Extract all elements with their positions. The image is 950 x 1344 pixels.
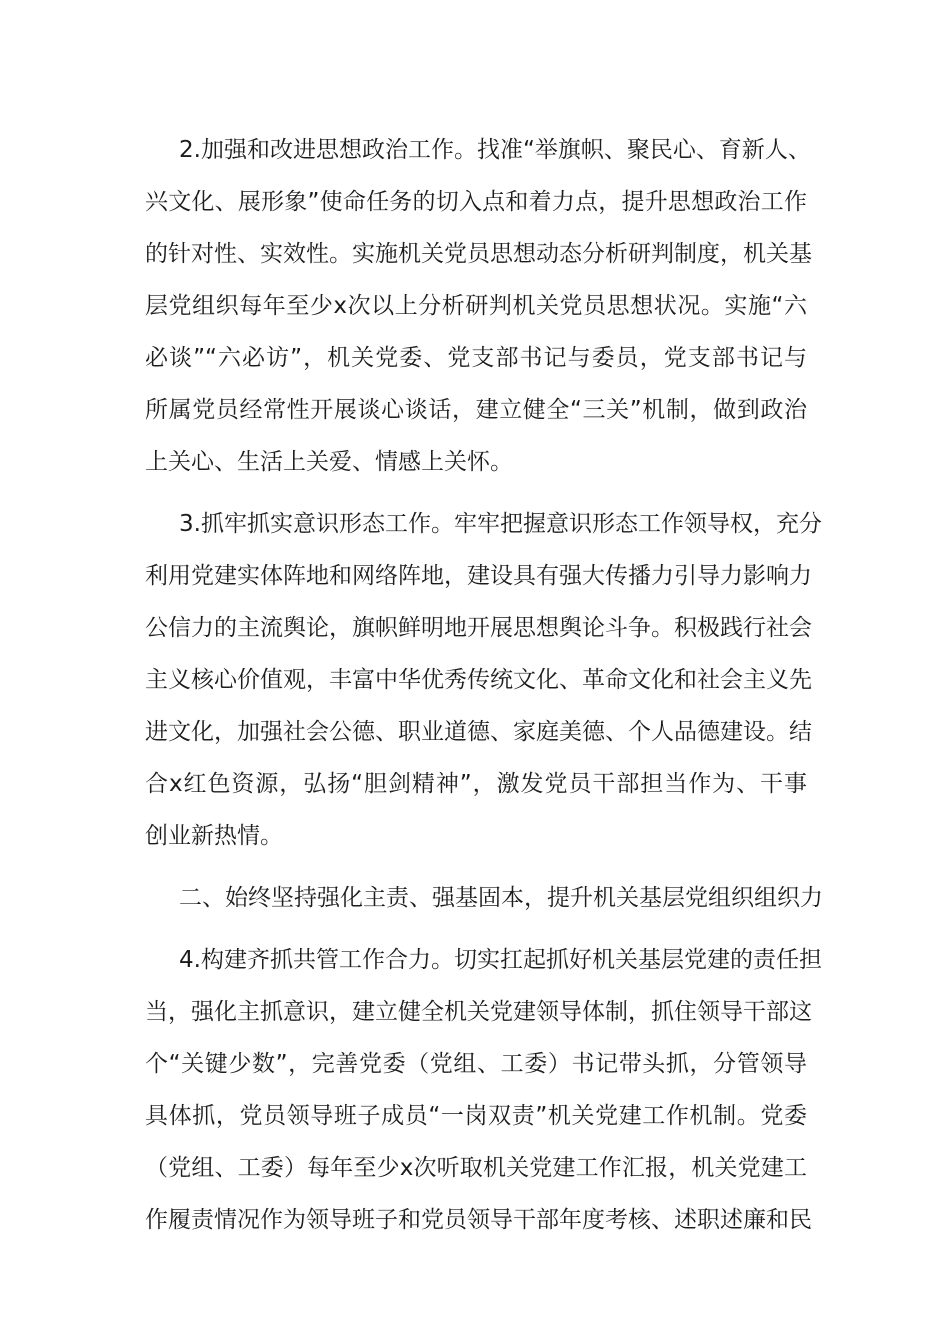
paragraph-line: 层党组织每年至少x次以上分析研判机关党员思想状况。实施“六 xyxy=(145,293,807,319)
paragraph-gap xyxy=(145,924,807,934)
paragraph-line: 公信力的主流舆论，旗帜鲜明地开展思想舆论斗争。积极践行社会 xyxy=(145,615,812,641)
paragraph-line: 所属党员经常性开展谈心谈话，建立健全“三关”机制，做到政治 xyxy=(145,397,807,423)
paragraph-line: 合x红色资源，弘扬“胆剑精神”，激发党员干部担当作为、干事 xyxy=(145,771,807,797)
document-body xyxy=(145,124,823,1246)
paragraph-line: 2.加强和改进思想政治工作。找准“举旗帜、聚民心、育新人、 xyxy=(179,137,811,163)
paragraph-line: 主义核心价值观，丰富中华优秀传统文化、革命文化和社会主义先 xyxy=(145,667,812,693)
paragraph-item-2 xyxy=(145,124,812,488)
paragraph-line: 作履责情况作为领导班子和党员领导干部年度考核、述职述廉和民 xyxy=(145,1207,812,1233)
paragraph-line: 个“关键少数”，完善党委（党组、工委）书记带头抓，分管领导 xyxy=(145,1051,807,1077)
paragraph-gap xyxy=(145,862,807,872)
paragraph-line: 创业新热情。 xyxy=(145,823,283,849)
paragraph-item-4 xyxy=(145,934,822,1246)
paragraph-line: （党组、工委）每年至少x次听取机关党建工作汇报，机关党建工 xyxy=(145,1155,807,1181)
paragraph-line: 3.抓牢抓实意识形态工作。牢牢把握意识形态工作领导权，充分 xyxy=(179,511,822,537)
paragraph-item-3 xyxy=(145,498,822,862)
paragraph-line: 兴文化、展形象”使命任务的切入点和着力点，提升思想政治工作 xyxy=(145,189,807,215)
paragraph-line: 当，强化主抓意识，建立健全机关党建领导体制，抓住领导干部这 xyxy=(145,999,812,1025)
paragraph-line: 利用党建实体阵地和网络阵地，建设具有强大传播力引导力影响力 xyxy=(145,563,812,589)
paragraph-line: 具体抓，党员领导班子成员“一岗双责”机关党建工作机制。党委 xyxy=(145,1103,807,1129)
section-heading-line: 二、始终坚持强化主责、强基固本，提升机关基层党组织组织力 xyxy=(179,885,823,911)
section-heading xyxy=(145,872,823,924)
paragraph-line: 的针对性、实效性。实施机关党员思想动态分析研判制度，机关基 xyxy=(145,241,812,267)
paragraph-gap xyxy=(145,488,807,498)
paragraph-line: 进文化，加强社会公德、职业道德、家庭美德、个人品德建设。结 xyxy=(145,719,812,745)
paragraph-line: 必谈”“六必访”，机关党委、党支部书记与委员，党支部书记与 xyxy=(145,345,807,371)
paragraph-line: 上关心、生活上关爱、情感上关怀。 xyxy=(145,449,513,475)
paragraph-line: 4.构建齐抓共管工作合力。切实扛起抓好机关基层党建的责任担 xyxy=(179,947,822,973)
